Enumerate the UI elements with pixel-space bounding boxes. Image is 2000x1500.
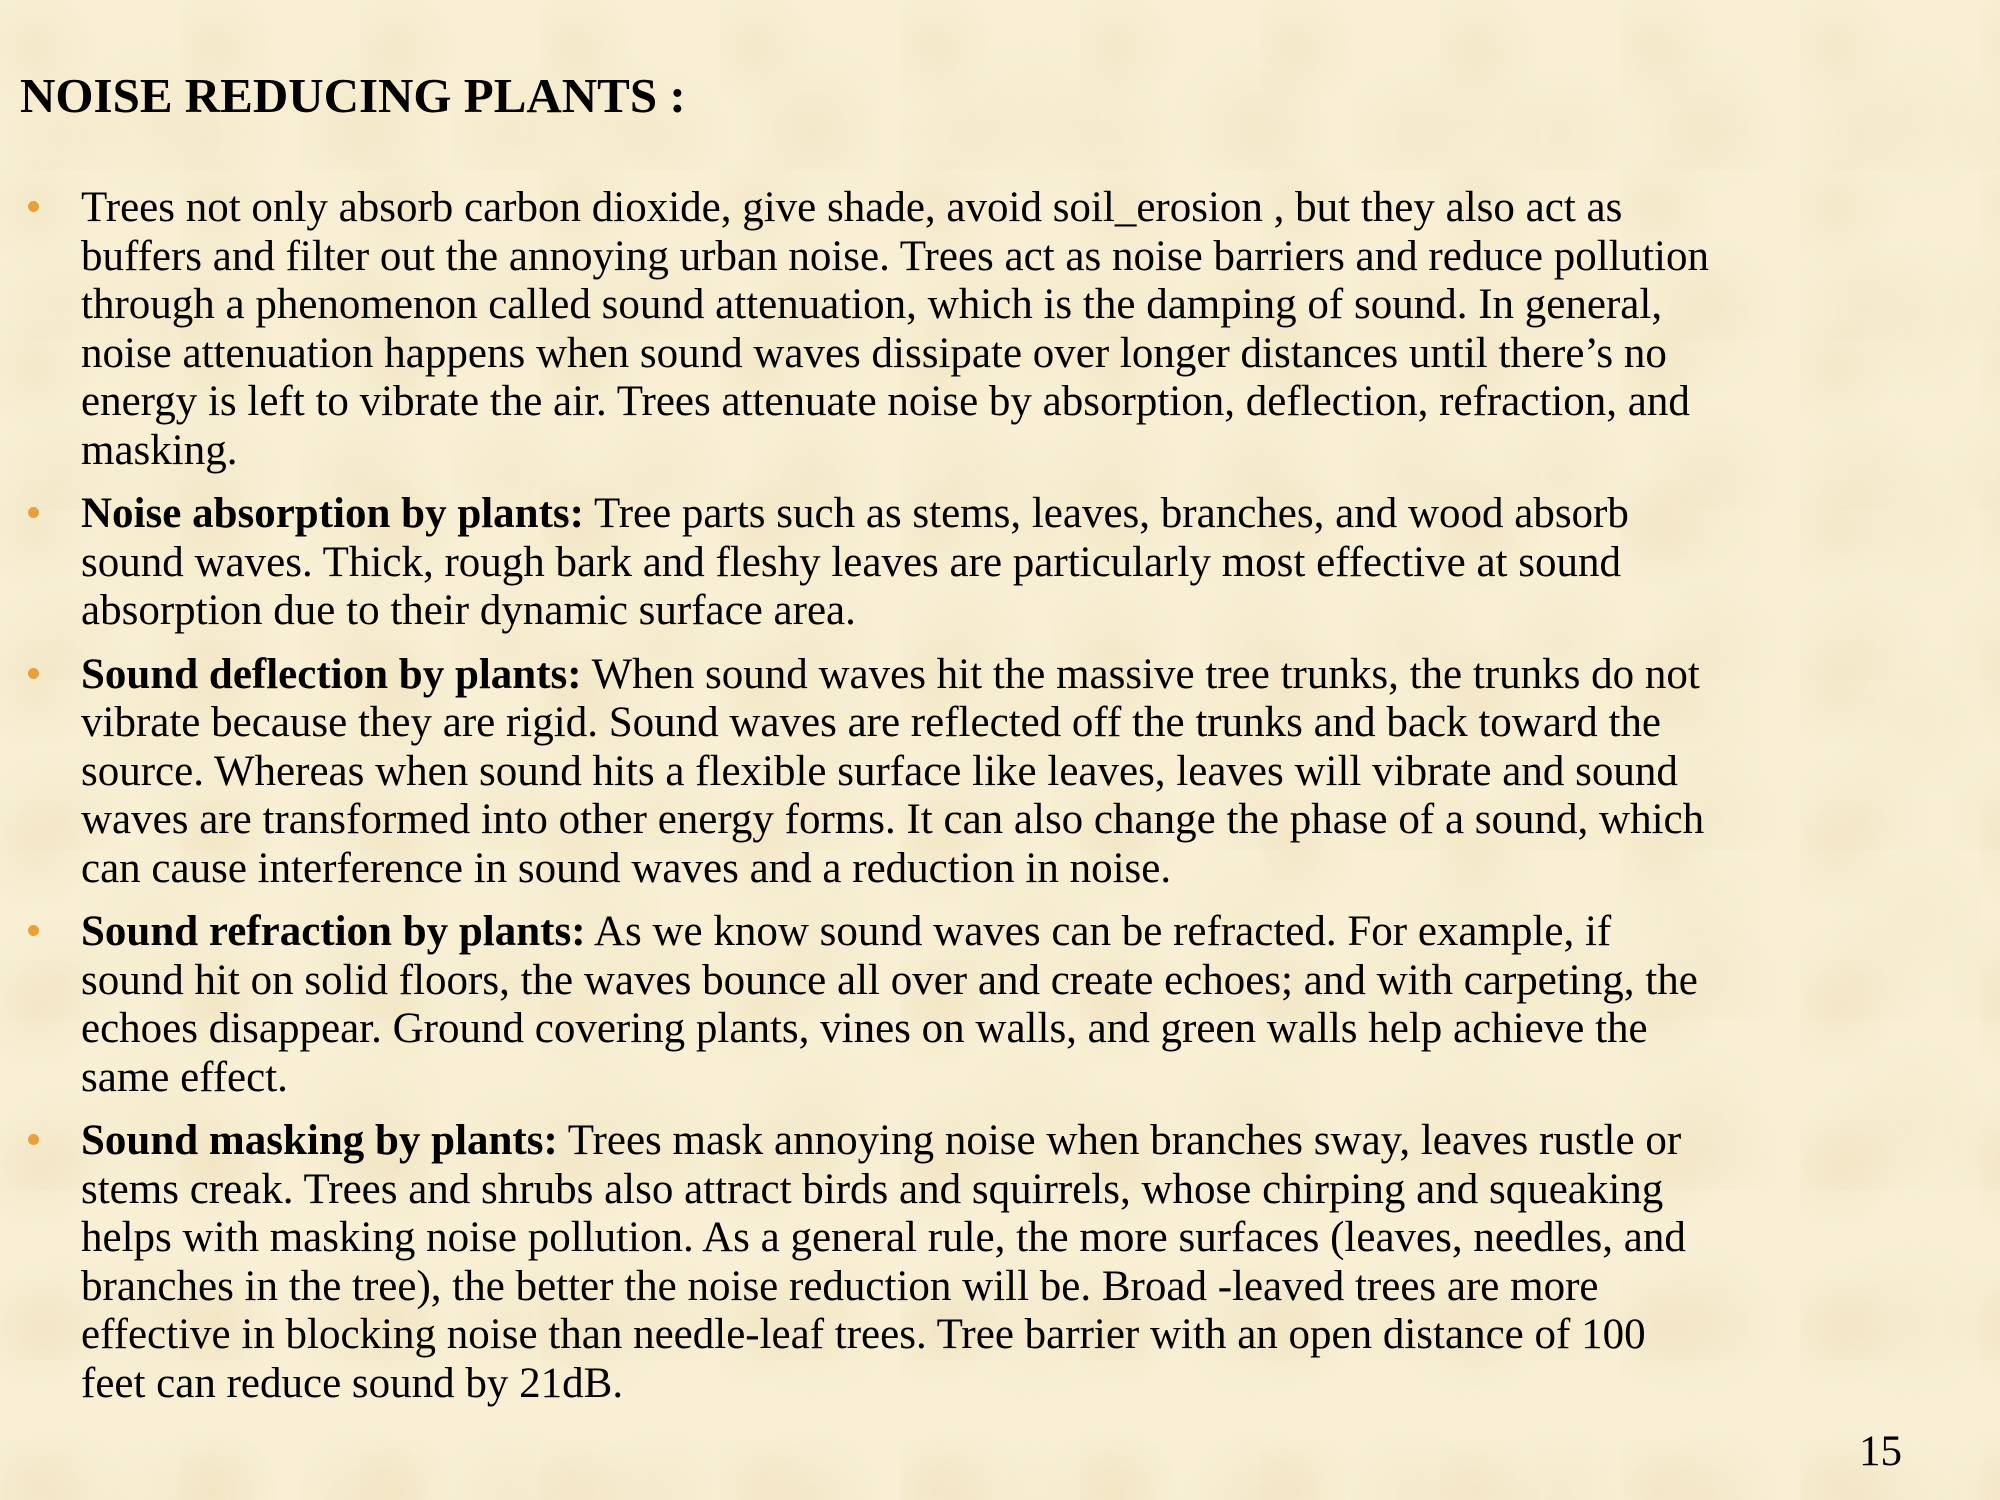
bullet-text: As we know sound waves can be refracted. For example, if	[585, 908, 1612, 955]
bullet-line: same effect.	[81, 1053, 288, 1101]
bullet-line: through a phenomenon called sound attenuation, which is the damping of sound. In general,	[81, 281, 1663, 328]
bullet-line: sound waves. Thick, rough bark and fleshy leaves are particularly most effective at sound	[81, 538, 1621, 586]
slide-title: NOISE REDUCING PLANTS :	[20, 68, 686, 123]
bullet-dot-icon	[28, 507, 39, 518]
bullet-dot-icon	[28, 925, 39, 936]
bullet-line: waves are transformed into other energy forms. It can also change the phase of a sound, which	[81, 796, 1705, 843]
bullet-line: can cause interference in sound waves and a reduction in noise.	[81, 844, 1172, 892]
bullet-line: energy is left to vibrate the air. Trees attenuate noise by absorption, deflection, refraction, and	[81, 378, 1690, 425]
bullet-item-masking	[28, 1117, 1978, 1408]
bullet-line: masking.	[81, 426, 238, 474]
bullet-line: feet can reduce sound by 21dB.	[81, 1359, 624, 1407]
bullet-line: Trees not only absorb carbon dioxide, give shade, avoid soil_erosion , but they also act as	[81, 184, 1623, 231]
bullet-line: stems creak. Trees and shrubs also attract birds and squirrels, whose chirping and squeaking	[81, 1165, 1664, 1213]
bullet-line	[81, 651, 1978, 700]
bullet-line: buffers and filter out the annoying urban noise. Trees act as noise barriers and reduce pollution	[81, 232, 1709, 280]
bullet-line: absorption due to their dynamic surface area.	[81, 587, 856, 634]
bullet-line: sound hit on solid floors, the waves bounce all over and create echoes; and with carpeting, the	[81, 956, 1698, 1004]
bullet-dot-icon	[28, 1134, 39, 1145]
bullet-line: effective in blocking noise than needle-leaf trees. Tree barrier with an open distance of 100	[81, 1311, 1646, 1358]
bullet-term: Noise absorption by plants:	[81, 490, 584, 537]
bullet-dot-icon	[28, 668, 39, 679]
bullet-term: Sound masking by plants:	[81, 1117, 558, 1164]
bullet-line: branches in the tree), the better the noise reduction will be. Broad -leaved trees are more	[81, 1262, 1599, 1310]
bullet-item-deflection	[28, 651, 1978, 894]
bullet-line	[81, 908, 1978, 957]
bullet-line: source. Whereas when sound hits a flexible surface like leaves, leaves will vibrate and sound	[81, 747, 1678, 795]
bullet-list	[28, 184, 1978, 1423]
bullet-line: noise attenuation happens when sound waves dissipate over longer distances until there’s no	[81, 329, 1667, 377]
bullet-line	[81, 490, 1978, 539]
bullet-text: When sound waves hit the massive tree trunks, the trunks do not	[581, 650, 1700, 698]
bullet-line: helps with masking noise pollution. As a general rule, the more surfaces (leaves, needles, and	[81, 1214, 1686, 1261]
bullet-line: vibrate because they are rigid. Sound waves are reflected off the trunks and back toward the	[81, 699, 1662, 746]
bullet-term: Sound deflection by plants:	[81, 650, 582, 698]
bullet-text: Tree parts such as stems, leaves, branches, and wood absorb	[583, 490, 1629, 537]
page-number: 15	[1859, 1428, 1902, 1475]
bullet-line: echoes disappear. Ground covering plants, vines on walls, and green walls help achieve the	[81, 1005, 1648, 1052]
bullet-line	[81, 1117, 1978, 1166]
bullet-text: Trees mask annoying noise when branches sway, leaves rustle or	[557, 1117, 1682, 1164]
bullet-item-absorption	[28, 490, 1978, 636]
bullet-item-intro	[28, 184, 1978, 475]
bullet-dot-icon	[28, 201, 39, 212]
bullet-item-refraction	[28, 908, 1978, 1102]
bullet-term: Sound refraction by plants:	[81, 908, 586, 955]
